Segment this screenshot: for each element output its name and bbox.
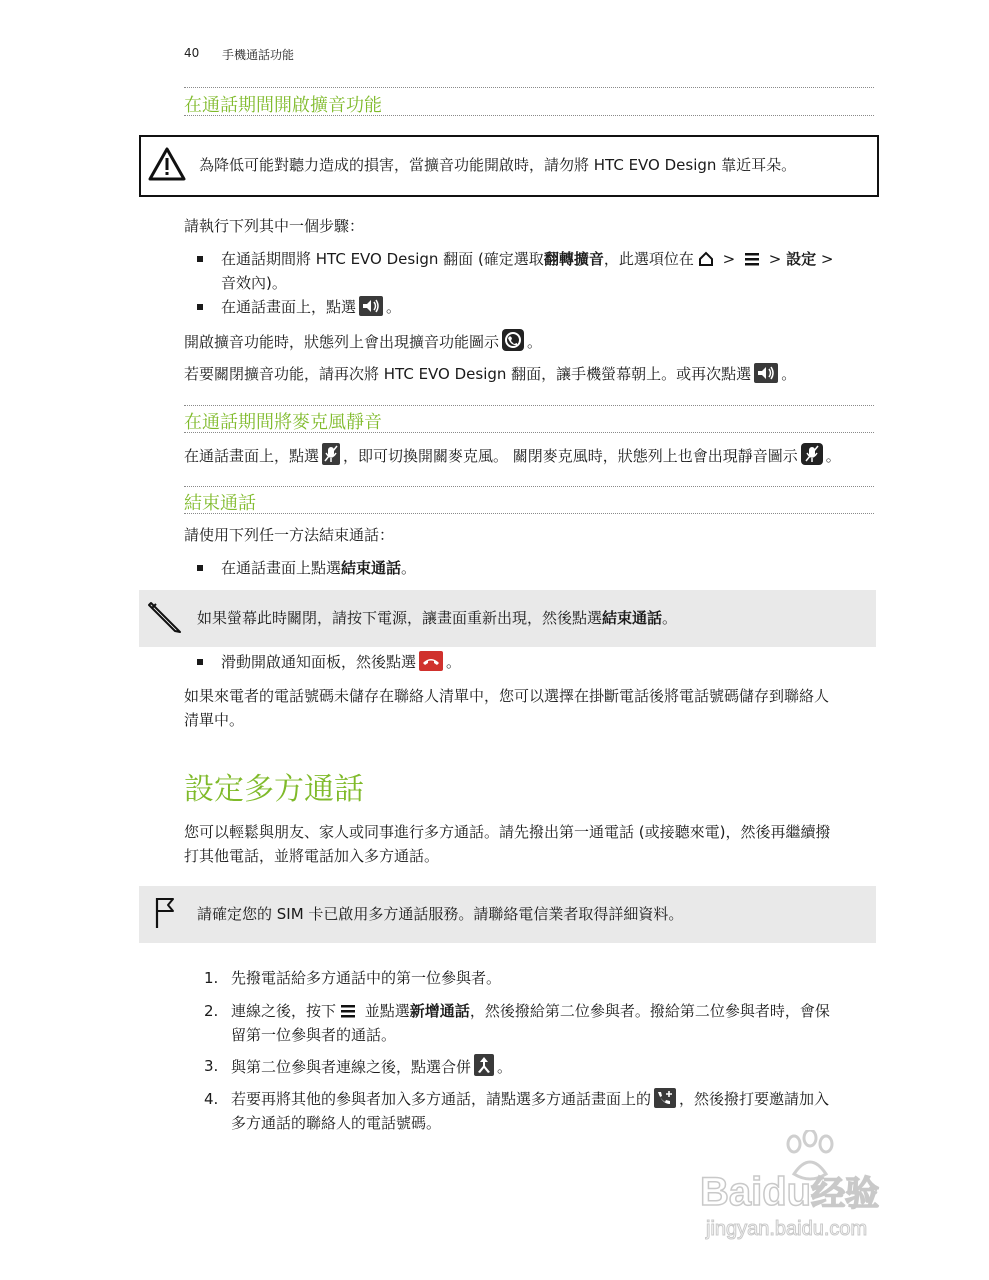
section-heading-end-call: 結束通話 (184, 493, 256, 514)
step-number: 2. (204, 1002, 219, 1020)
list-item: 滑動開啟通知面板，然後點選 。 (221, 653, 462, 671)
tip-text: 請確定您的 SIM 卡已啟用多方通話服務。請聯絡電信業者取得詳細資料。 (197, 905, 684, 923)
divider (184, 115, 874, 116)
divider (184, 432, 874, 433)
paragraph: 在通話畫面上，點選 ，即可切換開關麥克風。 關閉麥克風時，狀態列上也會出現靜音圖示 。 (184, 443, 876, 468)
add-call-icon (654, 1088, 676, 1108)
end-call-icon (419, 651, 443, 671)
section-heading-conference: 設定多方通話 (184, 772, 364, 807)
watermark-url: jingyan.baidu.com (706, 1218, 868, 1240)
speaker-icon (754, 363, 778, 383)
divider (184, 486, 874, 487)
step-number: 1. (204, 969, 219, 987)
flag-icon (153, 896, 177, 930)
bullet-marker (197, 304, 203, 310)
watermark-brand: Baidu经验 (700, 1170, 880, 1214)
divider (184, 513, 874, 514)
pencil-icon (147, 599, 183, 635)
paragraph: 開啟擴音功能時，狀態列上會出現擴音功能圖示 。 (184, 329, 876, 354)
mute-icon (322, 443, 340, 465)
section-heading-mute: 在通話期間將麥克風靜音 (184, 412, 382, 433)
warning-text: 為降低可能對聽力造成的損害，當擴音功能開啟時，請勿將 HTC EVO Design 靠近耳朵。 (199, 156, 797, 174)
watermark (700, 1130, 940, 1250)
list-item: 連線之後，按下 並點選新增通話，然後撥給第二位參與者。撥給第二位參與者時，會保 留第一位參與者的通話。 (231, 1002, 830, 1044)
tip-box (139, 886, 876, 943)
chapter-title: 手機通話功能 (222, 48, 295, 62)
bullet-marker (197, 256, 203, 262)
list-item: 與第二位參與者連線之後，點選合併 。 (231, 1054, 873, 1079)
page-number: 40 (184, 46, 200, 60)
list-item: 若要再將其他的參與者加入多方通話，請點選多方通話畫面上的 ，然後撥打要邀請加入 多方通話的聯絡人的電話號碼。 (231, 1090, 830, 1132)
list-item: 先撥電話給多方通話中的第一位參與者。 (231, 969, 502, 987)
paragraph: 請執行下列其中一個步驟： (184, 217, 365, 235)
step-number: 4. (204, 1090, 219, 1108)
speaker-icon (359, 296, 383, 316)
divider (184, 405, 874, 406)
menu-icon (339, 1002, 357, 1020)
menu-icon (743, 250, 761, 268)
note-box (139, 590, 876, 647)
warning-box (139, 135, 879, 197)
divider (184, 87, 874, 88)
list-item: 在通話期間將 HTC EVO Design 翻面 (確定選取翻轉擴音，此選項位在 > > 設定 > 音效內)。 (221, 250, 834, 292)
paragraph: 若要關閉擴音功能，請再次將 HTC EVO Design 翻面，讓手機螢幕朝上。或再次點選 。 (184, 365, 797, 383)
speaker-status-icon (502, 329, 524, 351)
list-item: 在通話畫面上點選結束通話。 (221, 559, 417, 577)
note-text: 如果螢幕此時關閉，請按下電源，讓畫面重新出現，然後點選結束通話。 (197, 609, 678, 627)
paragraph: 如果來電者的電話號碼未儲存在聯絡人清單中，您可以選擇在掛斷電話後將電話號碼儲存到聯絡人 清單中。 (184, 687, 830, 729)
mute-status-icon (801, 443, 823, 465)
step-number: 3. (204, 1057, 219, 1075)
warning-icon (148, 147, 186, 181)
bullet-marker (197, 659, 203, 665)
home-icon (697, 250, 715, 268)
bullet-marker (197, 565, 203, 571)
list-item: 在通話畫面上，點選 。 (221, 298, 402, 316)
merge-icon (474, 1054, 494, 1076)
paragraph: 請使用下列任一方法結束通話： (184, 526, 395, 544)
paragraph: 您可以輕鬆與朋友、家人或同事進行多方通話。請先撥出第一通電話 (或接聽來電)，然後再繼續撥 打其他電話，並將電話加入多方通話。 (184, 823, 831, 865)
section-heading-speaker: 在通話期間開啟擴音功能 (184, 95, 382, 116)
